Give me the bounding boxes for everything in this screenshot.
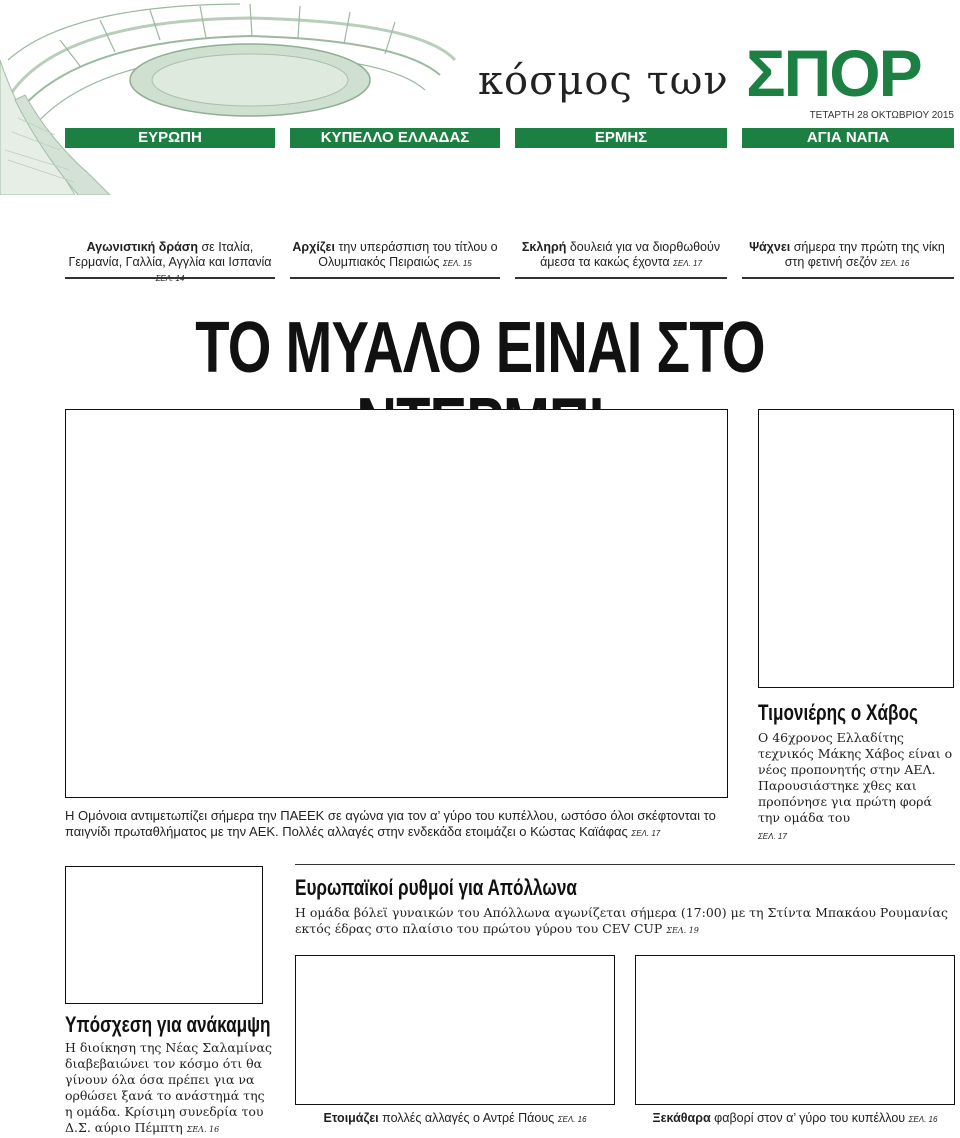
euro-photo-frame [65,866,263,1004]
euro-headline: Ευρωπαϊκοί ρυθμοί για Απόλλωνα [295,875,577,900]
main-caption-text: Η Ομόνοια αντιμετωπίζει σήμερα την ΠΑΕΕΚ σε αγώνα για τον α’ γύρο του κυπέλλου, ωστόσο όλοι σκέφτονται το παιγνίδι πρωταθλήματος με την ΑΕΚ. Πολλές αλλαγές στην ενδεκάδα ετοιμάζει ο Κώστας Καϊάφας [65,808,716,839]
teaser [63,240,277,286]
masthead-brand: ΣΠΟΡ [746,36,921,110]
teaser-lead: Αγωνιστική δράση [86,240,198,254]
euro-body-text: Η ομάδα βόλεϊ γυναικών του Απόλλωνα αγωνίζεται σήμερα (17:00) με τη Στίντα Μπακάου Ρουμανίας εκτός έδρας στο πλαίσιο του πρώτου γύρου του CEV CUP [295,905,948,936]
section-europe[interactable]: ΕΥΡΩΠΗ [65,128,275,148]
teaser-lead: Σκληρή [521,240,567,254]
teaser-text: δουλειά για να διορθωθούν άμεσα τα κακώς έχοντα [540,240,721,269]
section-ermis[interactable]: ΕΡΜΗΣ [515,128,727,148]
side-headline: Τιμονιέρης ο Χάβος [758,700,918,725]
page-ref: ΣΕΛ. 16 [908,1115,938,1124]
teaser-lead: Ψάχνει [749,240,791,254]
page-ref: ΣΕΛ. 16 [186,1125,220,1134]
bottom-caption [295,1110,615,1128]
side-body: Ο 46χρονος Ελλαδίτης τεχνικός Μάκης Χάβος είναι ο νέος προπονητής στην ΑΕΛ. Παρουσιάστηκε χθες και προπόνησε για πρώτη φορά την ομάδα του [758,730,953,825]
caption-lead: Ξεκάθαρα [652,1111,711,1125]
masthead-title: κόσμος των [478,58,729,104]
page-ref: ΣΕΛ. 17 [631,829,661,838]
main-photo-frame [65,409,728,798]
divider [65,277,275,279]
teaser-lead: Αρχίζει [292,240,335,254]
caption-text: φαβορί στον α’ γύρο του κυπέλλου [714,1111,906,1125]
teaser [740,240,954,271]
section-agia-napa[interactable]: ΑΓΙΑ ΝΑΠΑ [742,128,954,148]
promise-headline: Υπόσχεση για ανάκαμψη [65,1012,271,1037]
main-headline: ΤΟ ΜΥΑΛΟ ΕΙΝΑΙ ΣΤΟ [195,308,765,388]
caption-lead: Ετοιμάζει [323,1111,379,1125]
side-photo-frame [758,409,954,688]
bottom-photo-frame [635,955,955,1105]
teaser-text: σε Ιταλία, Γερμανία, Γαλλία, Αγγλία και Ισπανία [68,240,272,269]
page-ref: ΣΕΛ. 17 [758,832,787,841]
divider [295,864,955,865]
page-ref: ΣΕΛ. 19 [666,926,699,935]
divider [742,277,954,279]
caption-text: πολλές αλλαγές ο Αντρέ Πάους [382,1111,555,1125]
divider [290,277,500,279]
page-ref: ΣΕΛ. 16 [557,1115,587,1124]
teaser [514,240,728,271]
bottom-caption [635,1110,955,1128]
teaser [288,240,502,271]
page-ref: ΣΕΛ. 16 [880,259,910,268]
divider [515,277,727,279]
bottom-photo-frame [295,955,615,1105]
stadium-illustration [0,0,470,195]
page-ref: ΣΕΛ. 17 [673,259,702,268]
promise-body [65,1040,275,1138]
teaser-text: σήμερα την πρώτη της νίκη στη φετινή σεζόν [784,240,945,269]
section-greek-cup[interactable]: ΚΥΠΕΛΛΟ ΕΛΛΑΔΑΣ [290,128,500,148]
page-ref: ΣΕΛ. 15 [442,259,472,268]
promise-body-text: Η διοίκηση της Νέας Σαλαμίνας διαβεβαιώνει τον κόσμο ότι θα γίνουν όλα όσα πρέπει για να ορθώσει ξανά το ανάστημά της η ομάδα. Κρίσιμη συνεδρία του Δ.Σ. αύριο Πέμπτη [65,1040,272,1135]
teaser-text: την υπεράσπιση του τίτλου ο Ολυμπιακός Πειραιώς [318,240,498,269]
issue-date: ΤΕΤΑΡΤΗ 28 ΟΚΤΩΒΡΙΟΥ 2015 [809,110,954,121]
main-caption [65,808,728,842]
euro-body [295,905,955,939]
